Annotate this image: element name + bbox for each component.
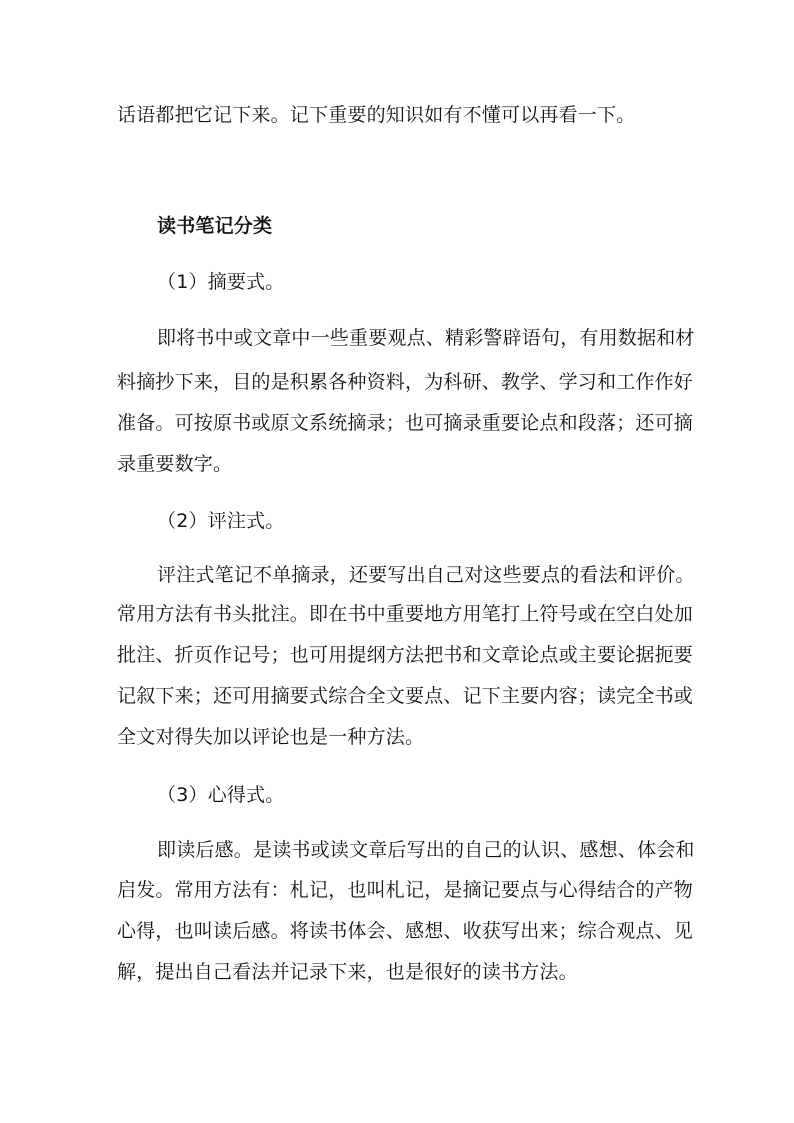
summary-paragraph-line-1: 即将书中或文章中一些重要观点、精彩警辟语句，有用数据和材 [157, 327, 695, 349]
reflection-type-heading: （3）心得式。 [157, 784, 285, 806]
section-heading: 读书笔记分类 [157, 215, 273, 237]
intro-line: 话语都把它记下来。记下重要的知识如有不懂可以再看一下。 [117, 104, 636, 126]
reflection-paragraph-line-2: 启发。常用方法有：札记，也叫札记，是摘记要点与心得结合的产物 [117, 879, 694, 901]
annotation-paragraph-line-1: 评注式笔记不单摘录，还要写出自己对这些要点的看法和评价。 [157, 564, 695, 586]
annotation-type-heading: （2）评注式。 [157, 510, 285, 532]
reflection-paragraph-line-1: 即读后感。是读书或读文章后写出的自己的认识、感想、体会和 [157, 839, 695, 861]
summary-paragraph-line-4: 录重要数字。 [117, 453, 233, 475]
annotation-paragraph-line-3: 批注、折页作记号；也可用提纲方法把书和文章论点或主要论据扼要 [117, 644, 694, 666]
annotation-paragraph-line-2: 常用方法有书头批注。即在书中重要地方用笔打上符号或在空白处加 [117, 603, 694, 625]
summary-paragraph-line-2: 料摘抄下来，目的是积累各种资料，为科研、教学、学习和工作作好 [117, 371, 694, 393]
annotation-paragraph-line-5: 全文对得失加以评论也是一种方法。 [117, 726, 425, 748]
reflection-paragraph-line-4: 解，提出自己看法并记录下来，也是很好的读书方法。 [117, 961, 578, 983]
summary-type-heading: （1）摘要式。 [157, 271, 285, 293]
reflection-paragraph-line-3: 心得，也叫读后感。将读书体会、感想、收获写出来；综合观点、见 [117, 920, 694, 942]
annotation-paragraph-line-4: 记叙下来；还可用摘要式综合全文要点、记下主要内容；读完全书或 [117, 685, 694, 707]
summary-paragraph-line-3: 准备。可按原书或原文系统摘录；也可摘录重要论点和段落；还可摘 [117, 412, 694, 434]
